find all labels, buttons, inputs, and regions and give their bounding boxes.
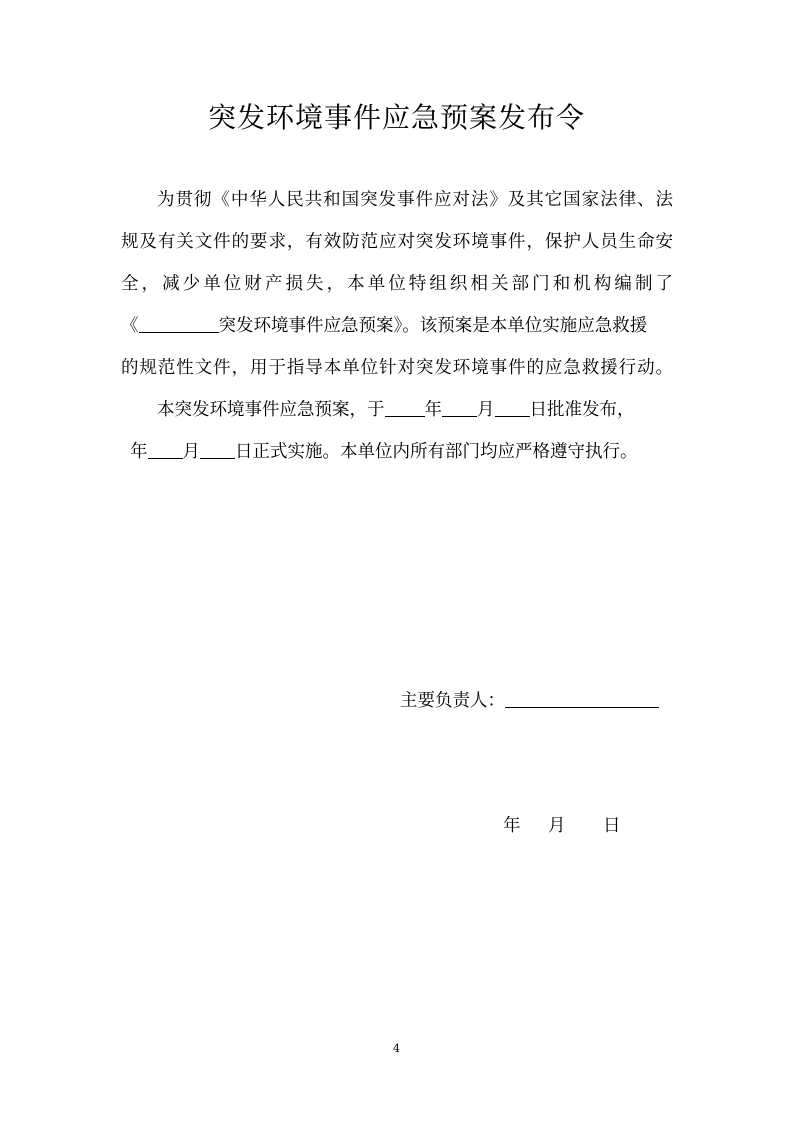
paragraph-1-line-2: 规及有关文件的要求，有效防范应对突发环境事件，保护人员生命安 [121, 232, 673, 252]
open-quote: 《 [121, 316, 139, 336]
approval-month-blank [442, 398, 477, 417]
paragraph-1-line-4-rest: 突发环境事件应急预案》。该预案是本单位实施应急救援 [218, 316, 648, 336]
effective-year-label: 年 [130, 442, 148, 462]
date-month-label: 月 [548, 816, 566, 836]
date-day-label: 日 [603, 816, 621, 836]
page-number: 4 [393, 1042, 400, 1055]
approval-day-blank [495, 398, 530, 417]
effective-day-blank [200, 440, 235, 459]
approval-year-label: 年 [424, 400, 442, 420]
approval-prefix: 本突发环境事件应急预案，于 [157, 400, 385, 420]
approval-suffix: 日批准发布， [529, 400, 635, 420]
date-year-label: 年 [503, 816, 521, 836]
paragraph-1-line-1: 为贯彻《中华人民共和国突发事件应对法》及其它国家法律、法 [157, 190, 673, 210]
signature-label: 主要负责人： [400, 691, 505, 711]
plan-name-blank [139, 314, 219, 333]
effective-month-label: 月 [182, 442, 200, 462]
signature-date [503, 812, 621, 840]
paragraph-2-line-2 [130, 438, 682, 466]
signature-line [400, 687, 659, 715]
paragraph-1-line-3: 全，减少单位财产损失，本单位特组织相关部门和机构编制了 [121, 274, 673, 294]
effective-suffix: 日正式实施。本单位内所有部门均应严格遵守执行。 [235, 442, 638, 462]
document-title: 突发环境事件应急预案发布令 [207, 101, 585, 134]
signature-blank [505, 689, 659, 708]
paragraph-2-line-1 [121, 396, 673, 424]
paragraph-1-line-4 [121, 312, 673, 340]
effective-month-blank [148, 440, 183, 459]
approval-year-blank [385, 398, 425, 417]
approval-month-label: 月 [477, 400, 495, 420]
paragraph-1-line-5: 的规范性文件，用于指导本单位针对突发环境事件的应急救援行动。 [121, 358, 673, 378]
